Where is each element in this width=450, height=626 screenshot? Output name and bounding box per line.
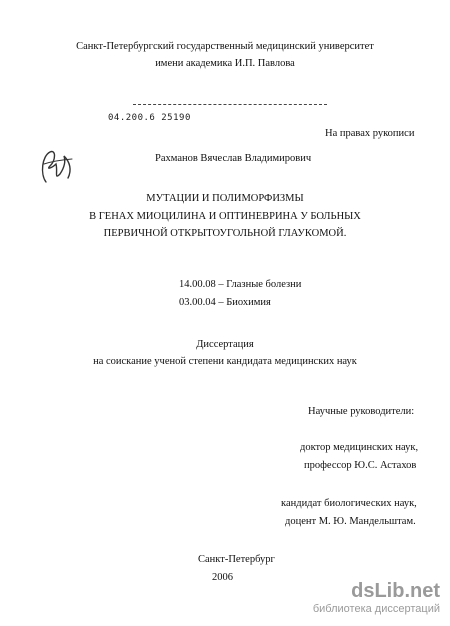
specialty-1: 14.00.08 – Глазные болезни [179, 279, 302, 290]
title-line-3: ПЕРВИЧНОЙ ОТКРЫТОУГОЛЬНОЙ ГЛАУКОМОЙ. [103, 228, 347, 239]
divider-line [133, 104, 327, 105]
supervisor-2-name: доцент М. Ю. Мандельштам. [285, 516, 416, 527]
specialty-2: 03.00.04 – Биохимия [179, 297, 271, 308]
manuscript-note: На правах рукописи [325, 128, 415, 139]
supervisor-1-degree: доктор медицинских наук, [300, 442, 419, 453]
footer-city: Санкт-Петербург [198, 554, 275, 565]
institution-line-2: имени академика И.П. Павлова [155, 58, 295, 69]
watermark-subtitle: библиотека диссертаций [312, 603, 440, 615]
handwritten-signature [36, 144, 76, 190]
watermark [313, 581, 440, 616]
title-line-2: В ГЕНАХ МИОЦИЛИНА И ОПТИНЕВРИНА У БОЛЬНЫХ [89, 211, 361, 222]
dissertation-purpose: на соискание ученой степени кандидата медицинских наук [93, 356, 357, 367]
registration-stamp: 04.200.6 25190 [108, 113, 191, 123]
supervisor-1-name: профессор Ю.С. Астахов [304, 460, 417, 471]
author-name: Рахманов Вячеслав Владимирович [155, 153, 312, 164]
supervisors-heading: Научные руководители: [308, 406, 415, 417]
footer-year: 2006 [212, 572, 233, 583]
institution-line-1: Санкт-Петербургский государственный медицинский университет [76, 41, 374, 52]
dissertation-label: Диссертация [196, 339, 254, 350]
watermark-logo: dsLib.net [351, 580, 440, 602]
title-line-1: МУТАЦИИ И ПОЛИМОРФИЗМЫ [146, 193, 304, 204]
supervisor-2-degree: кандидат биологических наук, [281, 498, 417, 509]
